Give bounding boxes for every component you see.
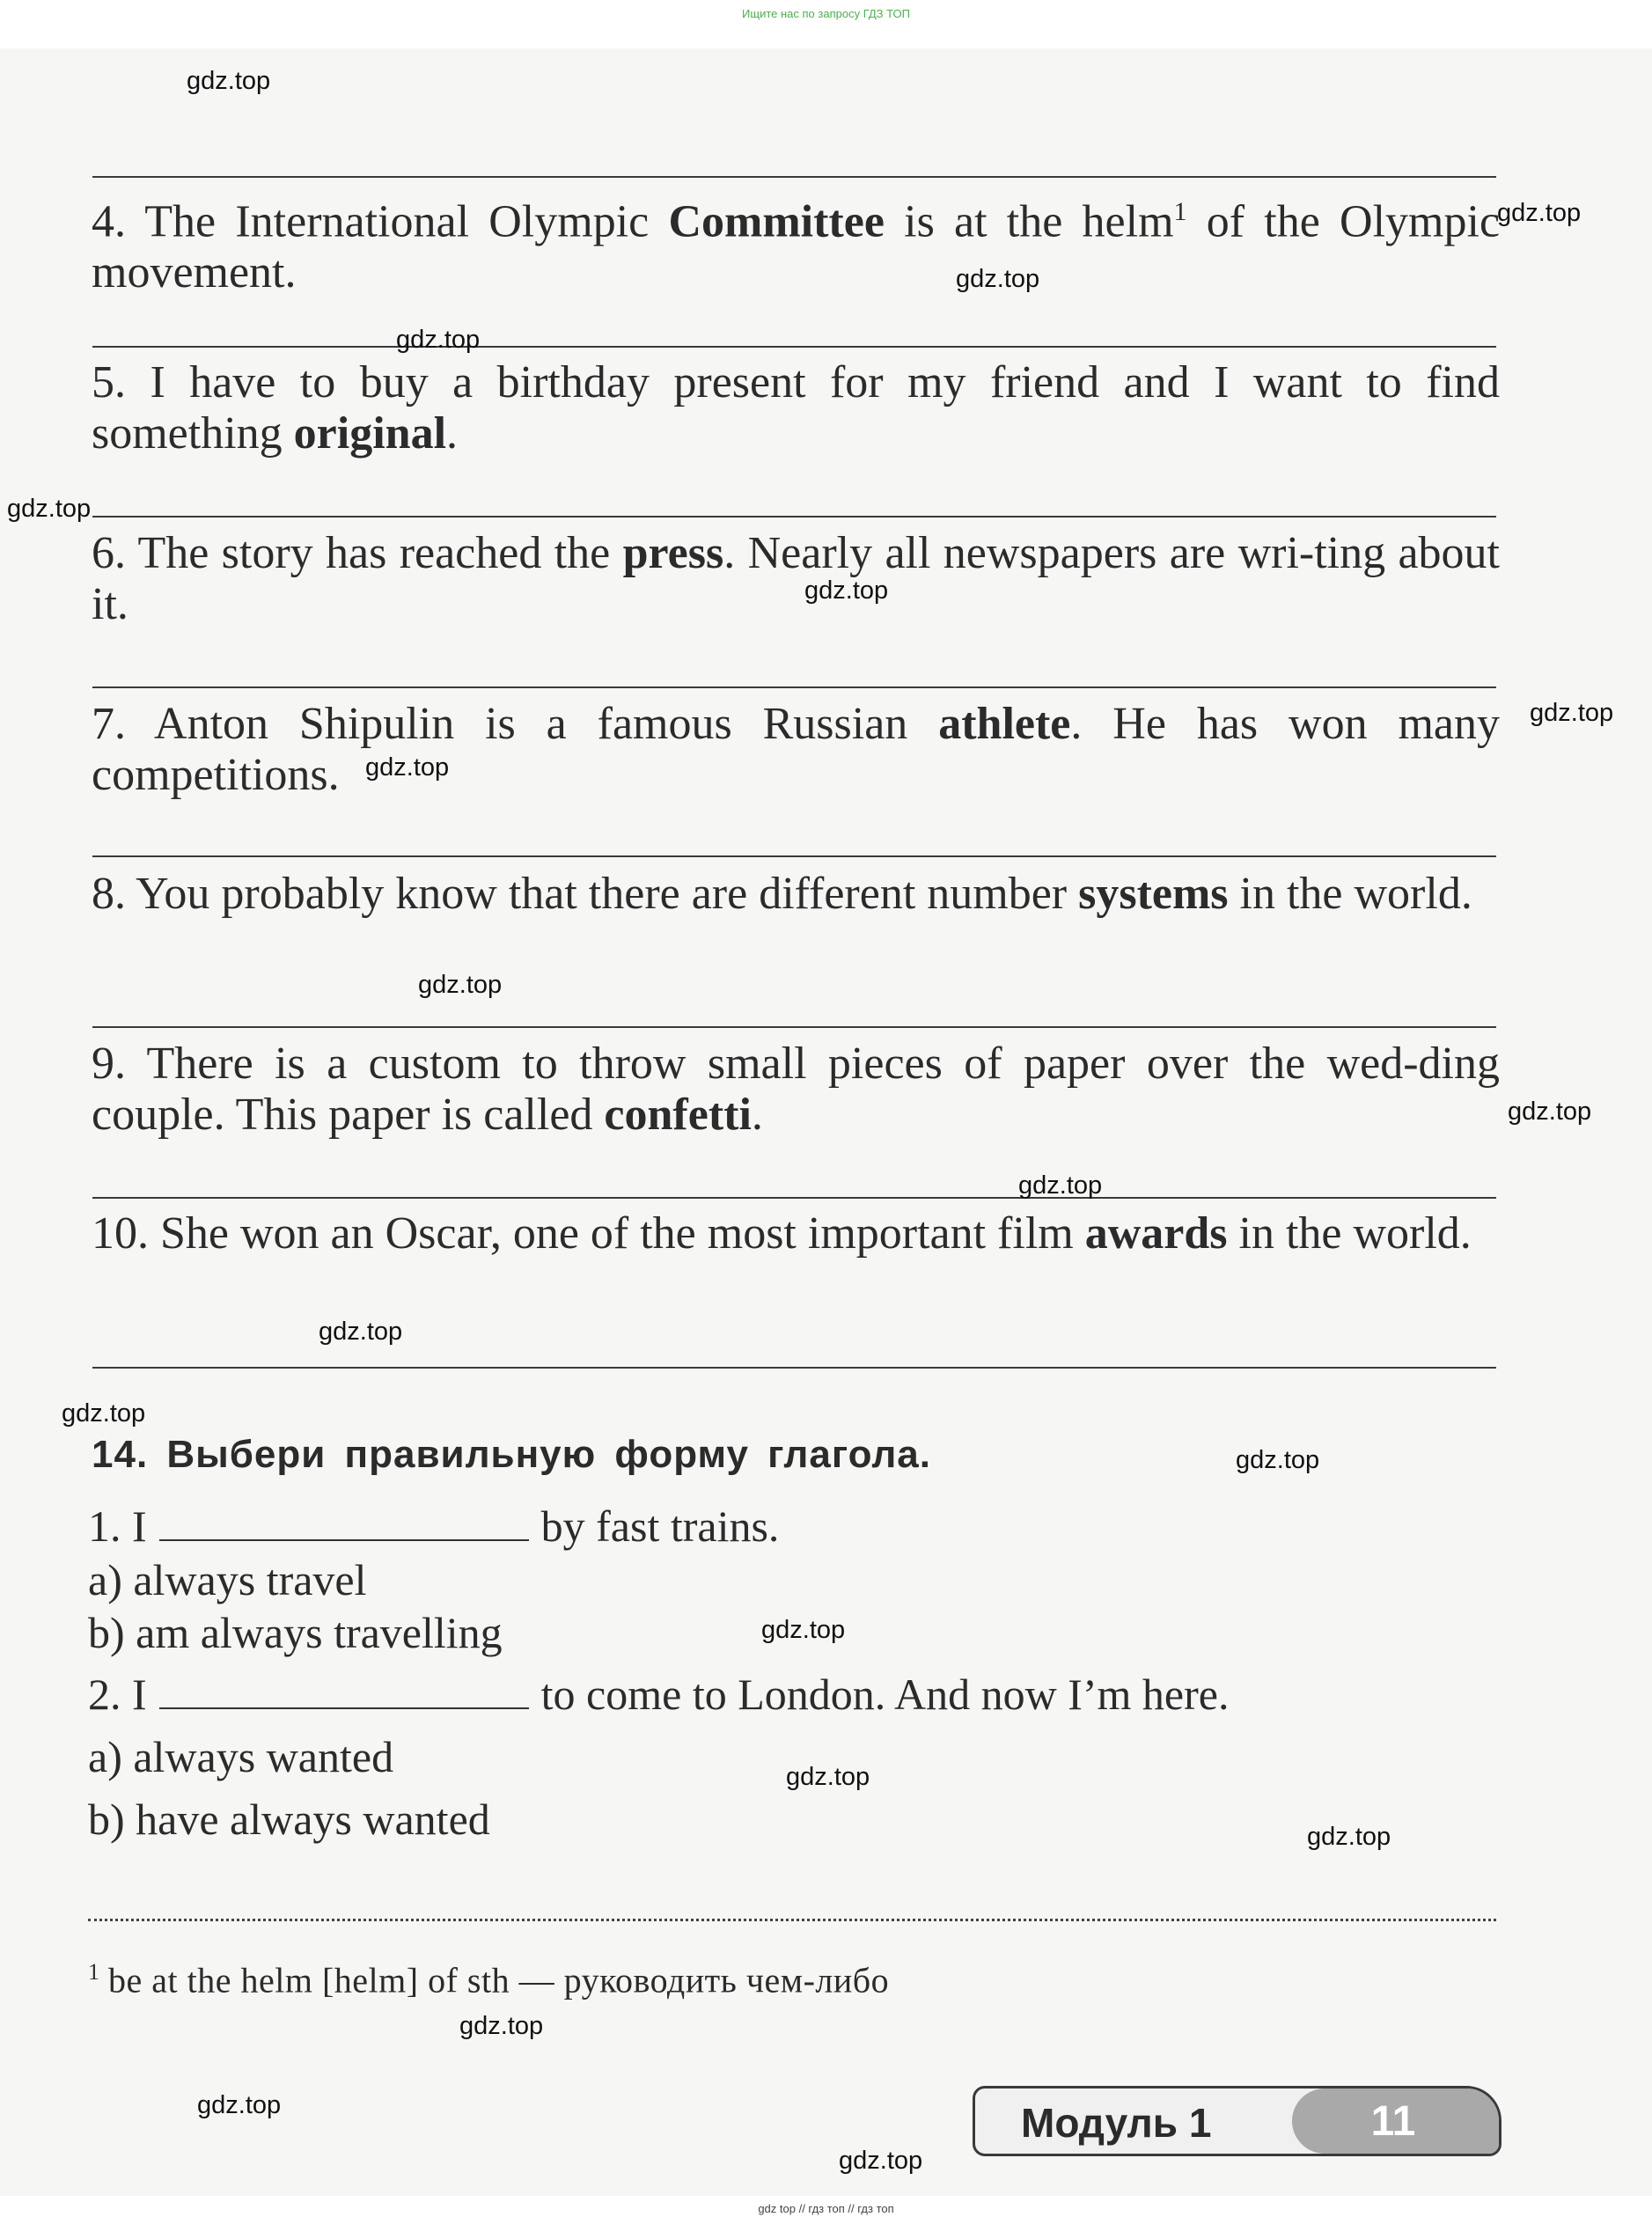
answer-line [92,176,1496,178]
watermark[interactable]: gdz.top [62,1399,146,1428]
watermark[interactable]: gdz.top [197,2091,282,2119]
watermark[interactable]: gdz.top [396,326,481,354]
exercise-14-heading: 14. Выбери правильную форму глагола. [92,1433,931,1476]
watermark[interactable]: gdz.top [804,576,889,605]
watermark[interactable]: gdz.top [786,1763,870,1791]
option-2a[interactable]: a) always wanted [88,1732,394,1781]
answer-line [92,855,1496,857]
watermark[interactable]: gdz.top [839,2147,923,2175]
exercise-item-8: 8. You probably know that there are different number systems in the world. [92,869,1472,919]
exercise-item-7: 7. Anton Shipulin is a famous Russian athlete. He has won many competitions. [92,699,1501,800]
watermark[interactable]: gdz.top [319,1318,403,1346]
exercise-item-6: 6. The story has reached the press. Nearly all newspapers are wri-ting about it. [92,528,1501,629]
answer-line [92,1367,1496,1369]
watermark[interactable]: gdz.top [1307,1823,1391,1851]
bold-word: systems [1078,869,1229,919]
answer-blank[interactable] [159,1677,529,1709]
bold-word: athlete [938,699,1071,749]
footnote-marker: 1 [88,1959,99,1985]
answer-line [92,1197,1496,1199]
answer-line [92,686,1496,688]
page-number: 11 [1370,2098,1416,2145]
exercise-item-9: 9. There is a custom to throw small pieces of paper over the wed-ding couple. This paper is called confetti. [92,1039,1500,1140]
option-2b[interactable]: b) have always wanted [88,1795,490,1844]
answer-line [92,346,1496,348]
answer-line [92,516,1496,518]
page-number-box [1292,2089,1501,2154]
watermark[interactable]: gdz.top [365,753,450,782]
exercise-item-4: 4. The International Olympic Committee is at the helm$^1$ of the Olympic movement. [92,196,1501,298]
footnote: $^1$ be at the helm [helm] of sth — руководить чем-либо [88,1959,890,2000]
footnote-marker: 1 [1173,197,1187,226]
watermark[interactable]: gdz.top [1530,699,1614,727]
watermark[interactable]: gdz.top [1236,1446,1320,1474]
top-banner[interactable]: Ищите нас по запросу ГДЗ ТОП [742,7,910,20]
watermark[interactable]: gdz.top [956,265,1040,293]
bold-word: Committee [668,196,885,247]
watermark[interactable]: gdz.top [459,2012,544,2040]
bottom-banner[interactable]: gdz top // гдз топ // гдз топ [758,2202,894,2215]
module-label: Модуль 1 [1021,2100,1212,2146]
watermark[interactable]: gdz.top [1018,1171,1103,1200]
watermark[interactable]: gdz.top [1497,199,1582,227]
footnote-separator [88,1919,1496,1921]
bold-word: press [622,528,724,578]
question-1: 1. I by fast trains. [88,1501,780,1551]
answer-line [92,1026,1496,1028]
question-2: 2. I to come to London. And now I’m here. [88,1670,1230,1719]
watermark[interactable]: gdz.top [7,495,92,523]
option-1b[interactable]: b) am always travelling [88,1608,503,1657]
exercise-item-5: 5. I have to buy a birthday present for my friend and I want to find something original. [92,357,1501,459]
option-1a[interactable]: a) always travel [88,1555,367,1604]
answer-blank[interactable] [159,1509,529,1541]
watermark[interactable]: gdz.top [761,1616,846,1644]
bold-word: confetti [604,1090,752,1140]
watermark[interactable]: gdz.top [1508,1097,1592,1126]
bold-word: awards [1084,1208,1228,1259]
module-tab [973,2086,1501,2156]
watermark[interactable]: gdz.top [418,971,503,999]
watermark[interactable]: gdz.top [187,67,271,95]
exercise-item-10: 10. She won an Oscar, one of the most important film awards in the world. [92,1208,1472,1259]
bold-word: original [293,408,447,459]
